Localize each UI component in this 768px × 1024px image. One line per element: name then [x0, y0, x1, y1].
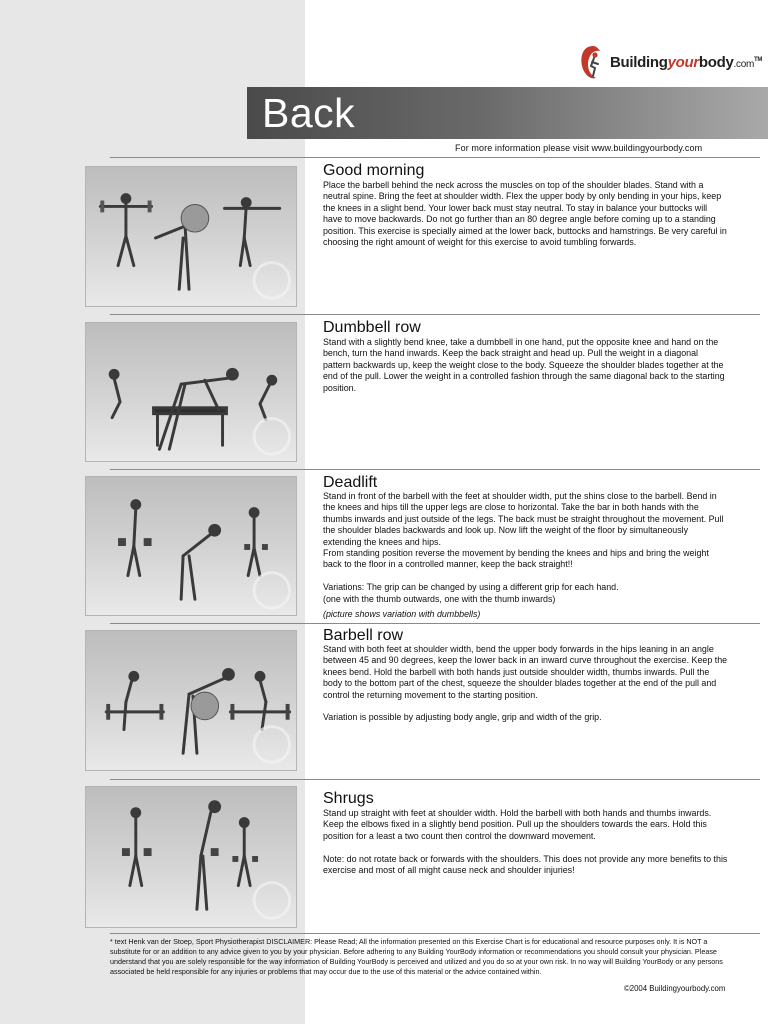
exercise-photo-dumbbell-row	[85, 322, 297, 462]
divider	[110, 157, 760, 158]
info-line: For more information please visit www.buildingyourbody.com	[455, 143, 703, 153]
copyright-text: ©2004 Buildingyourbody.com	[624, 984, 726, 993]
barbell-row-illustration	[86, 631, 296, 770]
good-morning-illustration	[86, 167, 296, 306]
exercise-title: Good morning	[323, 162, 425, 179]
exercise-title: Shrugs	[323, 790, 374, 807]
exercise-photo-deadlift	[85, 476, 297, 616]
shrugs-illustration	[86, 787, 296, 927]
divider	[110, 469, 760, 470]
exercise-description: Stand with both feet at shoulder width, bend the upper body forwards in the hips leaning in an angle between 45 and 90 degrees, keep the lower back in an inward curve throughout the exercise. Keep the knees bend. Hold the barbell with both hands just outside shoulder width, thumbs inwards. Pull the body to the bottom part of the chest, squeeze the shoulder blades together at the end of the pull and control the returning movement to the starting position. Variation is possible by adjusting body angle, grip and width of the grip.	[323, 644, 728, 723]
exercise-photo-shrugs	[85, 786, 297, 928]
divider	[110, 779, 760, 780]
exercise-description: Stand in front of the barbell with the feet at shoulder width, put the shins close to the barbell. Bend in the knees and hips till the upper legs are close to horizontal. Take the bar in both hands with the thumbs inwards and just outside of the legs. The back must be straight throughout the movement. Pull the shoulder blades backwards and look up. Now lift the weight of the floor by simultaneously extending the knees and hips. From standing position reverse the movement by bending the knees and hips and bring the weight back to the floor in a controlled manner, keep the back straight!! Variations: The grip can be changed by using a different grip for each hand. (one with the thumb outwards, one with the thumb inwards)	[323, 491, 724, 604]
page-title-bar	[247, 87, 768, 139]
exercise-title: Deadlift	[323, 474, 378, 491]
exercise-photo-note: (picture shows variation with dumbbells)	[323, 609, 481, 619]
exercise-title: Dumbbell row	[323, 319, 421, 336]
exercise-title: Barbell row	[323, 627, 404, 644]
divider	[110, 933, 760, 934]
exercise-photo-good-morning	[85, 166, 297, 307]
divider	[110, 623, 760, 624]
divider	[110, 314, 760, 315]
dumbbell-row-illustration	[86, 323, 296, 461]
disclaimer-text: * text Henk van der Stoep, Sport Physiotherapist DISCLAIMER: Please Read; All the information presented on this Exercise Chart is for educational and resource purposes only. It is NOT a substitute for or an addition to any advice given to you by your physician. Before adhering to any Building YourBody information or recommendations you should consult your physician. Please understand that you are solely responsible for the way information of Building YourBody is perceived and utilized and you do so at your own risk. In no way will Building YourBody or any persons associated be held responsible for any injuries or problems that may occur due to the use of this material or the advice contained within.	[110, 937, 723, 977]
exercise-description: Stand up straight with feet at shoulder width. Hold the barbell with both hands and thumbs inwards. Keep the elbows fixed in a slightly bend position. Pull up the shoulders towards the ears. Hold this position for a least a two count then control the downward movement. Note: do not rotate back or forwards with the shoulders. This does not provide any more benefits to this exercise and most of all might cause neck and shoulder injuries!	[323, 808, 728, 876]
deadlift-illustration	[86, 477, 296, 615]
page-title: Back	[262, 90, 356, 136]
runner-logo-icon	[578, 42, 608, 82]
exercise-photo-barbell-row	[85, 630, 297, 771]
exercise-description: Stand with a slightly bend knee, take a dumbbell in one hand, put the opposite knee and hand on the bench, turn the hand inwards. Keep the back straight and head up. Pull the weight in a diagonal pattern backwards up, keep the weight close to the body. Squeeze the shoulder blades together at the end of the pull. Lower the weight in a controlled fashion through the same diagonal back to the starting position.	[323, 337, 725, 393]
exercise-description: Place the barbell behind the neck across the muscles on top of the shoulder blades. Stand with a neutral spine. Bring the feet at shoulder width. Flex the upper body by only bending in your hips, keep the knees in a slight bend. Your lower back must stay neutral. To stay in balance your buttocks will have to move backwards. Do not go further than an 80 degree angle before coming up to a standing position. This exercise is specially aimed at the lower back, buttocks and hamstrings. Be very careful in choosing the right amount of weight for this exercise to avoid tumbling forwards.	[323, 180, 727, 248]
brand-logo[interactable]	[578, 40, 762, 84]
brand-wordmark: Buildingyourbody.com™	[610, 53, 763, 71]
